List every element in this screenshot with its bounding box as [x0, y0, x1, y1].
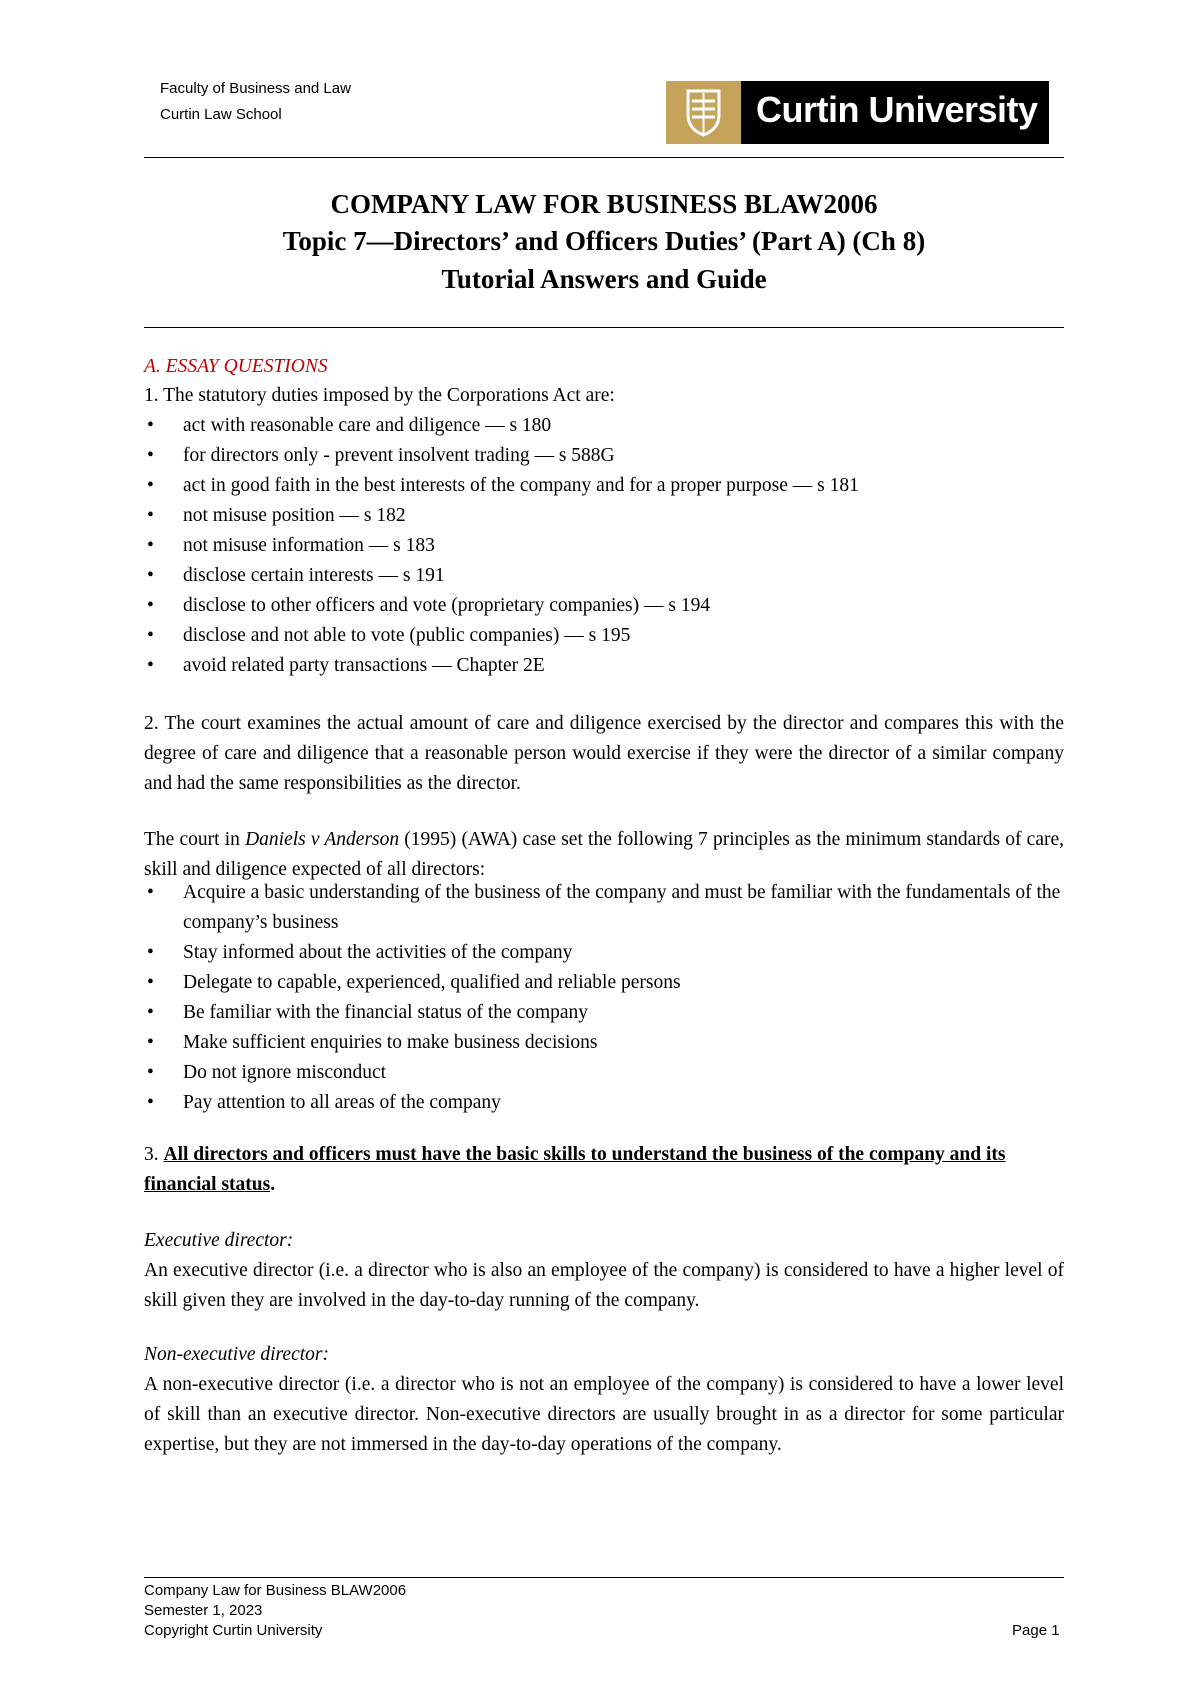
- list-item: • disclose certain interests — s 191: [144, 561, 1064, 591]
- list-item: • Delegate to capable, experienced, qualified and reliable persons: [144, 968, 1064, 998]
- bullet-icon: •: [147, 882, 154, 903]
- bullet-icon: •: [147, 1062, 154, 1083]
- q2-case-paragraph: The court in Daniels v Anderson (1995) (AWA) case set the following 7 principles as the minimum standards of care, skill and diligence expected of all directors:: [144, 829, 1065, 880]
- footer-copyright: Copyright Curtin University: [144, 1622, 323, 1639]
- principles-list: [144, 878, 1064, 1118]
- list-item: • Stay informed about the activities of the company: [144, 938, 1064, 968]
- executive-heading: Executive director:: [144, 1230, 294, 1251]
- curtin-logo: [666, 81, 1049, 144]
- list-item: • avoid related party transactions — Chapter 2E: [144, 651, 1064, 681]
- list-item: • for directors only - prevent insolvent trading — s 588G: [144, 441, 1064, 471]
- list-item: • not misuse position — s 182: [144, 501, 1064, 531]
- logo-text: Curtin University: [756, 89, 1038, 130]
- q3-paragraph: 3. All directors and officers must have the basic skills to understand the business of the company and its financial status.: [144, 1144, 1006, 1195]
- bullet-icon: •: [147, 535, 154, 556]
- bullet-icon: •: [147, 445, 154, 466]
- bullet-icon: •: [147, 475, 154, 496]
- non-executive-text: A non-executive director (i.e. a director who is not an employee of the company) is considered to have a lower level of skill than an executive director. Non-executive directors are usually brought in as a director for some particular expertise, but they are not immersed in the day-to-day operations of the company.: [144, 1374, 1064, 1455]
- list-item: • Acquire a basic understanding of the business of the company and must be familiar with the fundamentals of the company’s business: [144, 878, 1064, 938]
- page-number: Page 1: [1012, 1622, 1060, 1639]
- course-title: COMPANY LAW FOR BUSINESS BLAW2006: [330, 189, 878, 219]
- list-item: • act with reasonable care and diligence — s 180: [144, 411, 1064, 441]
- footer-rule: [144, 1577, 1064, 1578]
- bullet-icon: •: [147, 565, 154, 586]
- non-executive-heading: Non-executive director:: [144, 1344, 329, 1365]
- footer-course: Company Law for Business BLAW2006: [144, 1582, 407, 1599]
- list-item: • disclose to other officers and vote (proprietary companies) — s 194: [144, 591, 1064, 621]
- school-name: Curtin Law School: [160, 106, 282, 123]
- list-item: • act in good faith in the best interests of the company and for a proper purpose — s 181: [144, 471, 1064, 501]
- case-name: Daniels v Anderson: [245, 829, 400, 850]
- bullet-icon: •: [147, 655, 154, 676]
- list-item: • Be familiar with the financial status of the company: [144, 998, 1064, 1028]
- executive-text: An executive director (i.e. a director who is also an employee of the company) is considered to have a higher level of skill given they are involved in the day-to-day running of the company.: [144, 1260, 1064, 1311]
- statutory-duties-list: [144, 411, 1064, 681]
- bullet-icon: •: [147, 1032, 154, 1053]
- footer-semester: Semester 1, 2023: [144, 1602, 263, 1619]
- list-item: • not misuse information — s 183: [144, 531, 1064, 561]
- list-item: • Make sufficient enquiries to make business decisions: [144, 1028, 1064, 1058]
- bullet-icon: •: [147, 595, 154, 616]
- bullet-icon: •: [147, 625, 154, 646]
- title-rule: [144, 327, 1064, 328]
- bullet-icon: •: [147, 972, 154, 993]
- section-heading: A. ESSAY QUESTIONS: [144, 356, 328, 377]
- q1-intro: 1. The statutory duties imposed by the Corporations Act are:: [144, 385, 615, 406]
- list-item: • Pay attention to all areas of the company: [144, 1088, 1064, 1118]
- faculty-name: Faculty of Business and Law: [160, 80, 351, 97]
- q2-paragraph: 2. The court examines the actual amount of care and diligence exercised by the director and compares this with the degree of care and diligence that a reasonable person would exercise if they were the director of a similar company and had the same responsibilities as the director.: [144, 713, 1064, 794]
- list-item: • disclose and not able to vote (public companies) — s 195: [144, 621, 1064, 651]
- list-item: • Do not ignore misconduct: [144, 1058, 1064, 1088]
- bullet-icon: •: [147, 1092, 154, 1113]
- bullet-icon: •: [147, 505, 154, 526]
- bullet-icon: •: [147, 942, 154, 963]
- header-rule: [144, 157, 1064, 158]
- bullet-icon: •: [147, 1002, 154, 1023]
- guide-title: Tutorial Answers and Guide: [441, 264, 767, 294]
- bullet-icon: •: [147, 415, 154, 436]
- q3-emphasis: All directors and officers must have the basic skills to understand the business of the company and its financial status: [144, 1144, 1006, 1195]
- crest-icon: [666, 81, 741, 144]
- topic-title: Topic 7—Directors’ and Officers Duties’ (Part A) (Ch 8): [282, 226, 926, 256]
